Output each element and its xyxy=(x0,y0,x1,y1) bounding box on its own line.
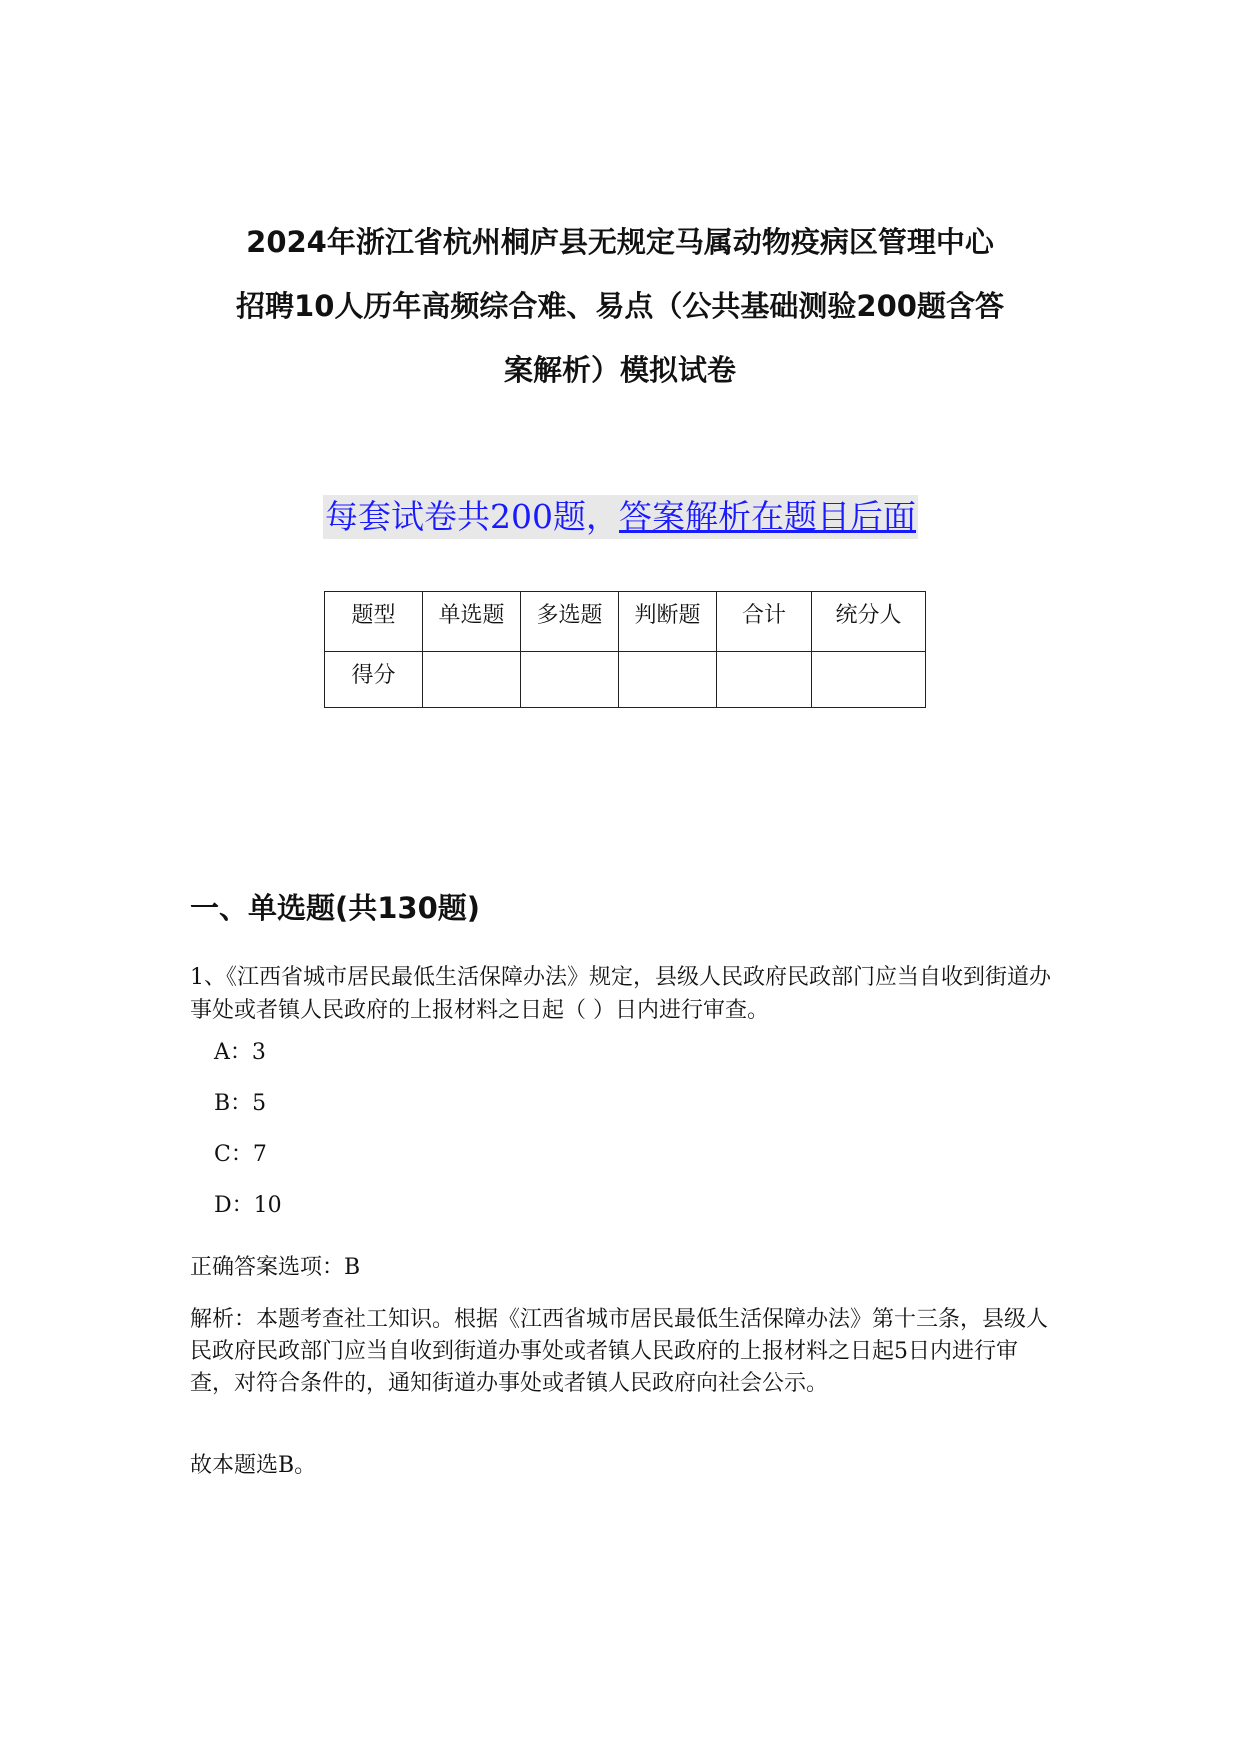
conclusion-text: 故本题选B。 xyxy=(190,1453,317,1478)
table-header-cell: 合计 xyxy=(717,592,812,652)
banner xyxy=(0,495,1241,539)
title-line: 案解析）模拟试卷 xyxy=(503,353,736,387)
score-cell[interactable] xyxy=(619,652,717,708)
score-cell[interactable] xyxy=(423,652,521,708)
option-b: B：5 xyxy=(214,1091,267,1116)
option-a: A：3 xyxy=(214,1040,266,1065)
table-header-cell: 多选题 xyxy=(521,592,619,652)
answer-location-link[interactable]: 答案解析在题目后面 xyxy=(619,497,916,536)
correct-answer: 正确答案选项：B xyxy=(190,1255,361,1280)
score-table-row xyxy=(325,652,926,708)
title-line: 招聘10人历年高频综合难、易点（公共基础测验200题含答 xyxy=(236,289,1004,323)
table-header-cell: 题型 xyxy=(325,592,423,652)
question-text: 1、《江西省城市居民最低生活保障办法》规定，县级人民政府民政部门应当自收到街道办事处或者镇人民政府的上报材料之日起（ ）日内进行审查。 xyxy=(190,965,1052,1023)
score-table xyxy=(324,591,926,708)
table-header-cell: 判断题 xyxy=(619,592,717,652)
table-header-cell: 统分人 xyxy=(812,592,926,652)
banner-box xyxy=(323,495,918,539)
analysis-text: 解析：本题考查社工知识。根据《江西省城市居民最低生活保障办法》第十三条，县级人民政府民政部门应当自收到街道办事处或者镇人民政府的上报材料之日起5日内进行审查，对符合条件的，通知街道办事处或者镇人民政府向社会公示。 xyxy=(190,1307,1049,1396)
score-cell[interactable] xyxy=(521,652,619,708)
title-line: 2024年浙江省杭州桐庐县无规定马属动物疫病区管理中心 xyxy=(246,225,994,259)
score-cell[interactable] xyxy=(717,652,812,708)
table-cell: 得分 xyxy=(325,652,423,708)
score-table-header-row xyxy=(325,592,926,652)
score-cell[interactable] xyxy=(812,652,926,708)
document-title xyxy=(190,210,1050,402)
table-header-cell: 单选题 xyxy=(423,592,521,652)
option-c: C：7 xyxy=(214,1142,267,1167)
banner-text: 每套试卷共200题， xyxy=(325,497,619,536)
section-heading: 一、单选题(共130题) xyxy=(190,891,481,925)
option-d: D：10 xyxy=(214,1193,282,1218)
